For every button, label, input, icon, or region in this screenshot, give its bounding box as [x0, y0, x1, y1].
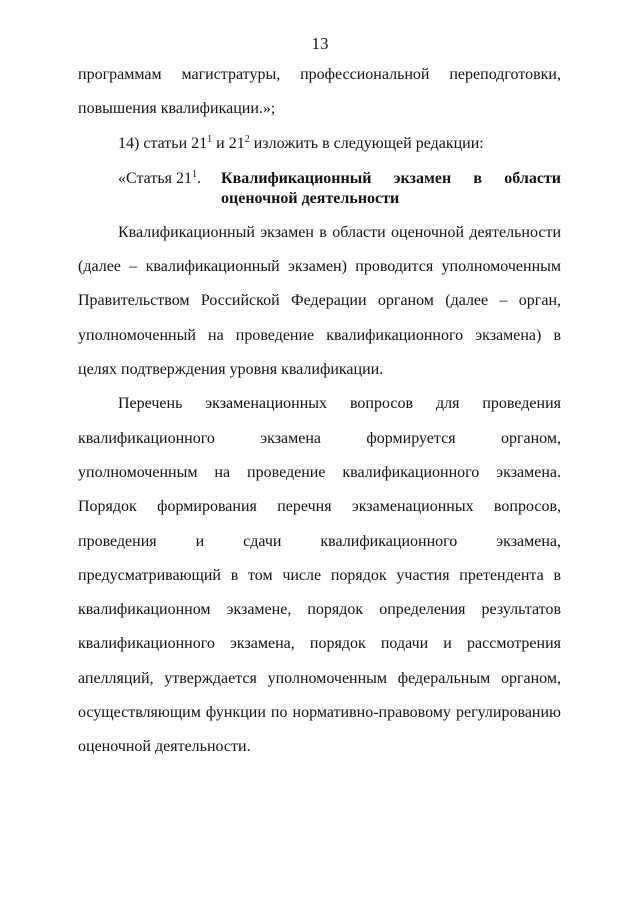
article-label-suffix: . [196, 169, 201, 187]
paragraph-1-line-5: целях подтверждения уровня квалификации. [78, 361, 384, 379]
document-body [78, 58, 561, 765]
continuation-line-2: повышения квалификации.»; [78, 100, 276, 118]
page-number: 13 [311, 34, 329, 53]
article-title-line-1: Квалификационный экзамен в области [221, 169, 561, 187]
article-heading [78, 163, 561, 216]
paragraph-2-line-7: квалификационном экзамене, порядок определения результатов [78, 601, 561, 619]
paragraph-2-line-4: Порядок формирования перечня экзаменационных вопросов, [78, 498, 561, 516]
paragraph-1-line-1: Квалификационный экзамен в области оценочной деятельности [118, 223, 561, 241]
amendment-sup-1: 1 [207, 133, 213, 145]
paragraph-2-line-11: оценочной деятельности. [78, 738, 251, 756]
article-title [221, 169, 561, 209]
paragraph-2-line-5: проведения и сдачи квалификационного экзамена, [78, 532, 561, 550]
paragraph-1-line-4: уполномоченный на проведение квалификационного экзамена) в [78, 326, 561, 344]
paragraph-1-line-2: (далее – квалификационный экзамен) проводится уполномоченным [78, 258, 561, 276]
paragraph-2-line-9: апелляций, утверждается уполномоченным федеральным органом, [78, 669, 561, 687]
paragraph-2-line-6: предусматривающий в том числе порядок участия претендента в [78, 566, 561, 584]
amendment-item-14 [78, 127, 561, 161]
paragraph-2-line-10: осуществляющим функции по нормативно-правовому регулированию [78, 704, 561, 722]
amendment-conj: и 21 [212, 134, 245, 152]
amendment-sup-2: 2 [244, 133, 250, 145]
article-label-prefix: «Статья 21 [118, 169, 192, 187]
amendment-suffix: изложить в следующей редакции: [249, 134, 484, 152]
paragraph-2-line-3: уполномоченным на проведение квалификационного экзамена. [78, 463, 561, 481]
article-title-line-2: оценочной деятельности [221, 189, 400, 207]
paragraph-2-line-8: квалификационного экзамена, порядок подачи и рассмотрения [78, 635, 561, 653]
article-label-sup: 1 [191, 168, 197, 180]
continuation-line-1: программам магистратуры, профессиональной переподготовки, [78, 66, 561, 83]
amendment-prefix: 14) статьи 21 [118, 134, 208, 152]
article-label [78, 169, 221, 209]
paragraph-2-line-2: квалификационного экзамена формируется органом, [78, 429, 561, 447]
paragraph-1-line-3: Правительством Российской Федерации органом (далее – орган, [78, 292, 561, 310]
paragraph-2-line-1: Перечень экзаменационных вопросов для проведения [118, 395, 561, 413]
